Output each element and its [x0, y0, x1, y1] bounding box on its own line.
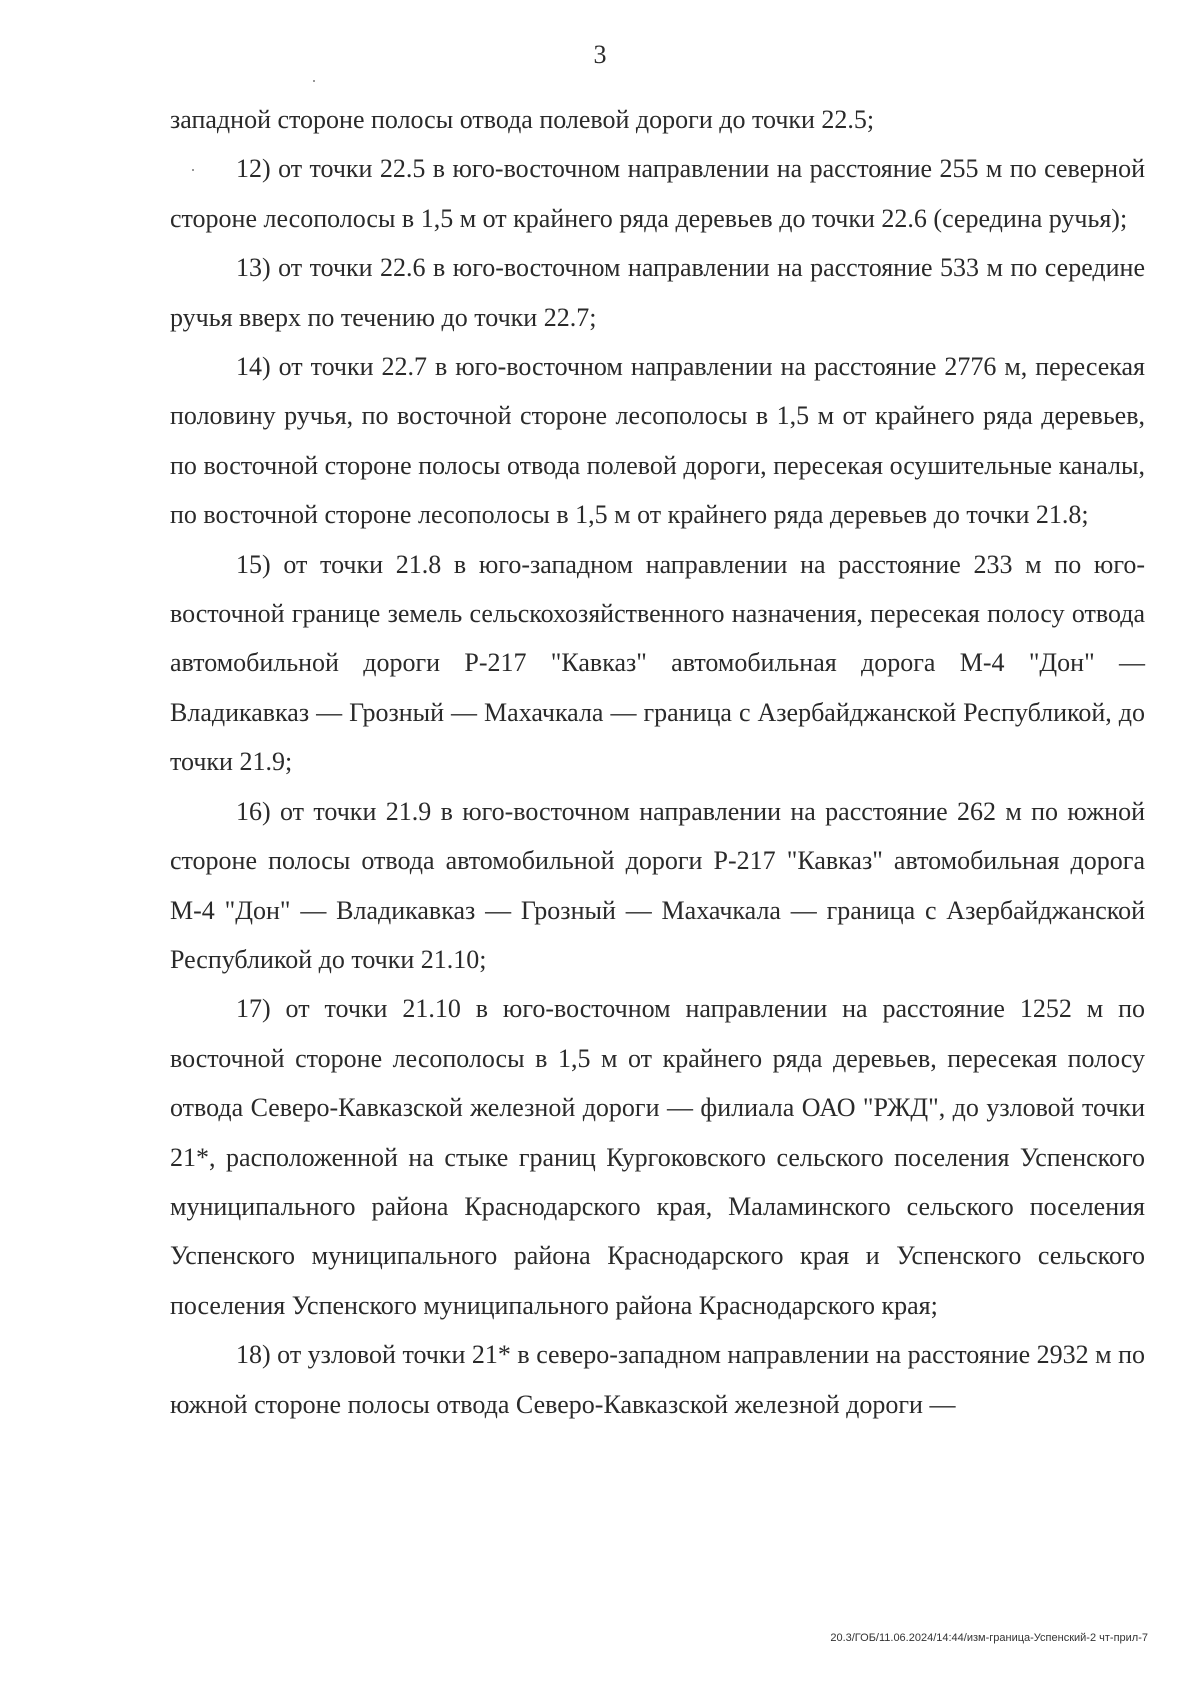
paragraph-continuation: западной стороне полосы отвода полевой дороги до точки 22.5;: [170, 105, 875, 134]
paragraph-18: 18) от узловой точки 21* в северо-западном направлении на расстояние 2932 м по южной стороне полосы отвода Северо-Кавказской железной дороги —: [170, 1340, 1145, 1419]
page-number: 3: [593, 40, 607, 69]
paragraph-14: 14) от точки 22.7 в юго-восточном направлении на расстояние 2776 м, пересекая половину ручья, по восточной стороне лесополосы в 1,5 м от крайнего ряда деревьев, по восточной стороне полосы отвода полевой дороги, пересекая осушительные каналы, по восточной стороне лесополосы в 1,5 м от крайнего ряда деревьев до точки 21.8;: [170, 352, 1145, 530]
paragraph-12: 12) от точки 22.5 в юго-восточном направлении на расстояние 255 м по северной стороне лесополосы в 1,5 м от крайнего ряда деревьев до точки 22.6 (середина ручья);: [170, 154, 1145, 233]
paragraph-15: 15) от точки 21.8 в юго-западном направлении на расстояние 233 м по юго-восточной границе земель сельскохозяйственного назначения, пересекая полосу отвода автомобильной дороги Р-217 "Кавказ" автомобильная дорога М-4 "Дон" — Владикавказ — Грозный — Махачкала — граница с Азербайджанской Республикой, до точки 21.9;: [170, 549, 1145, 777]
paragraph-17: 17) от точки 21.10 в юго-восточном направлении на расстояние 1252 м по восточной стороне лесополосы в 1,5 м от крайнего ряда деревьев, пересекая полосу отвода Северо-Кавказской железной дороги — филиала ОАО "РЖД", до узловой точки 21*, расположенной на стыке границ Кургоковского сельского поселения Успенского муниципального района Краснодарского края, Маламинского сельского поселения Успенского муниципального района Краснодарского края и Успенского сельского поселения Успенского муниципального района Краснодарского края;: [170, 994, 1145, 1320]
paragraph-16: 16) от точки 21.9 в юго-восточном направлении на расстояние 262 м по южной стороне полосы отвода автомобильной дороги Р-217 "Кавказ" автомобильная дорога М-4 "Дон" — Владикавказ — Грозный — Махачкала — граница с Азербайджанской Республикой до точки 21.10;: [170, 796, 1145, 974]
paragraph-13: 13) от точки 22.6 в юго-восточном направлении на расстояние 533 м по середине ручья вверх по течению до точки 22.7;: [170, 253, 1145, 332]
document-footer-code: 20.3/ГОБ/11.06.2024/14:44/изм-граница-Успенский-2 чт-прил-7: [830, 1632, 1148, 1644]
document-body: [170, 95, 1145, 1429]
scan-speck: [313, 80, 315, 82]
